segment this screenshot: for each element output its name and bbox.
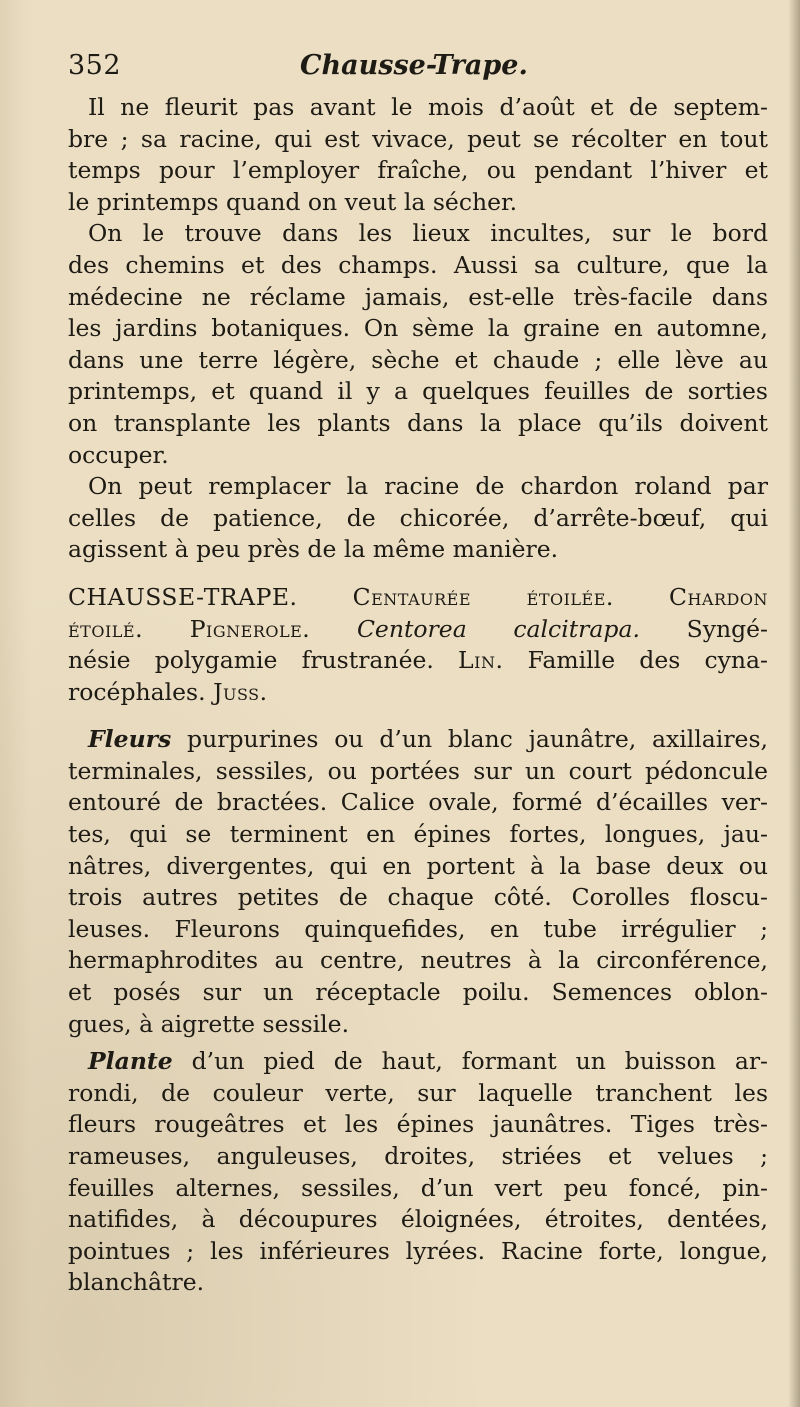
entry-synonym: Chardon [669,582,768,611]
entry-text: Syngé- [686,614,768,643]
text-line: temps pour l’employer fraîche, ou pendant l’hiver et [68,156,768,185]
running-title: Chausse-Trape. [300,50,528,81]
text-line: on transplante les plants dans la place qu’ils doivent [68,408,768,437]
paragraph-flowers [68,724,768,1040]
text-line: pointues ; les inférieures lyrées. Racine forte, longue, [68,1236,768,1265]
text-line: médecine ne réclame jamais, est-elle très-facile dans [68,282,768,311]
text-line: nâtres, divergentes, qui en portent à la base deux ou [68,851,768,880]
entry-heading [68,582,768,708]
text-line: des chemins et des champs. Aussi sa culture, que la [68,250,768,279]
entry-synonym: Centaurée étoilée. [352,582,614,611]
text-line: hermaphrodites au centre, neutres à la circonférence, [68,946,768,975]
entry-line [68,677,768,709]
entry-authority: Lin. [458,646,504,675]
latin-name: Centorea calcitrapa. [356,614,640,643]
entry-authority: Juss. [213,677,268,706]
text-line: trois autres petites de chaque côté. Corolles floscu- [68,883,768,912]
section-gap [68,708,768,724]
text-line: le printemps quand on veut la sécher. [68,187,518,216]
entry-text: Famille des cyna- [527,646,768,675]
text-line: On peut remplacer la racine de chardon roland par [88,472,768,501]
entry-synonym: Pignerole. [189,614,311,643]
entry-line [68,645,768,677]
text-line: les jardins botaniques. On sème la graine en automne, [68,314,768,343]
text-line: bre ; sa racine, qui est vivace, peut se récolter en tout [68,124,768,153]
entry-headword: CHAUSSE-TRAPE. [68,582,298,611]
text-line: natifides, à découpures éloignées, étroites, dentées, [68,1205,768,1234]
text-line [68,724,768,756]
text-line: feuilles alternes, sessiles, d’un vert peu foncé, pin- [68,1173,768,1202]
text-line: dans une terre légère, sèche et chaude ; elle lève au [68,345,768,374]
section-gap [68,566,768,582]
text-line: agissent à peu près de la même manière. [68,535,559,564]
text-line: celles de patience, de chicorée, d’arrête-bœuf, qui [68,503,768,532]
text-line: printemps, et quand il y a quelques feuilles de sorties [68,377,768,406]
text-line: rondi, de couleur verte, sur laquelle tranchent les [68,1078,768,1107]
text-line: tes, qui se terminent en épines fortes, longues, jau- [68,820,768,849]
page-edge-shadow [788,0,800,1407]
page-number: 352 [68,50,122,81]
text-line: fleurs rougeâtres et les épines jaunâtres. Tiges très- [68,1110,768,1139]
text-line: entouré de bractées. Calice ovale, formé d’écailles ver- [68,788,768,817]
text-line: terminales, sessiles, ou portées sur un court pédoncule [68,756,768,785]
text-line: gues, à aigrette sessile. [68,1009,350,1038]
text-line: blanchâtre. [68,1268,205,1297]
page-header [68,46,768,90]
text-line [68,1046,768,1078]
text-fragment: d’un pied de haut, formant un buisson ar- [172,1047,768,1076]
paragraph-lead-word: Plante [88,1047,173,1076]
text-line: leuses. Fleurons quinquefides, en tube irrégulier ; [68,914,768,943]
page-body [68,92,768,1299]
entry-synonym: étoilé. [68,614,144,643]
text-line: On le trouve dans les lieux incultes, sur le bord [88,219,768,248]
paragraph-flowering-time [68,92,768,218]
text-fragment: purpurines ou d’un blanc jaunâtre, axillaires, [171,725,768,754]
text-line: Il ne fleurit pas avant le mois d’août et de septem- [88,93,768,121]
text-line: occuper. [68,440,169,469]
paragraph-plant [68,1046,768,1299]
entry-text: nésie polygamie frustranée. [68,646,434,675]
entry-text: rocéphales. [68,677,206,706]
text-line: et posés sur un réceptacle poilu. Semences oblon- [68,978,768,1007]
paragraph-habitat [68,218,768,471]
paragraph-substitutes [68,471,768,566]
entry-line [68,582,768,614]
paragraph-lead-word: Fleurs [88,725,172,754]
text-line: rameuses, anguleuses, droites, striées et velues ; [68,1142,768,1170]
entry-line [68,614,768,646]
